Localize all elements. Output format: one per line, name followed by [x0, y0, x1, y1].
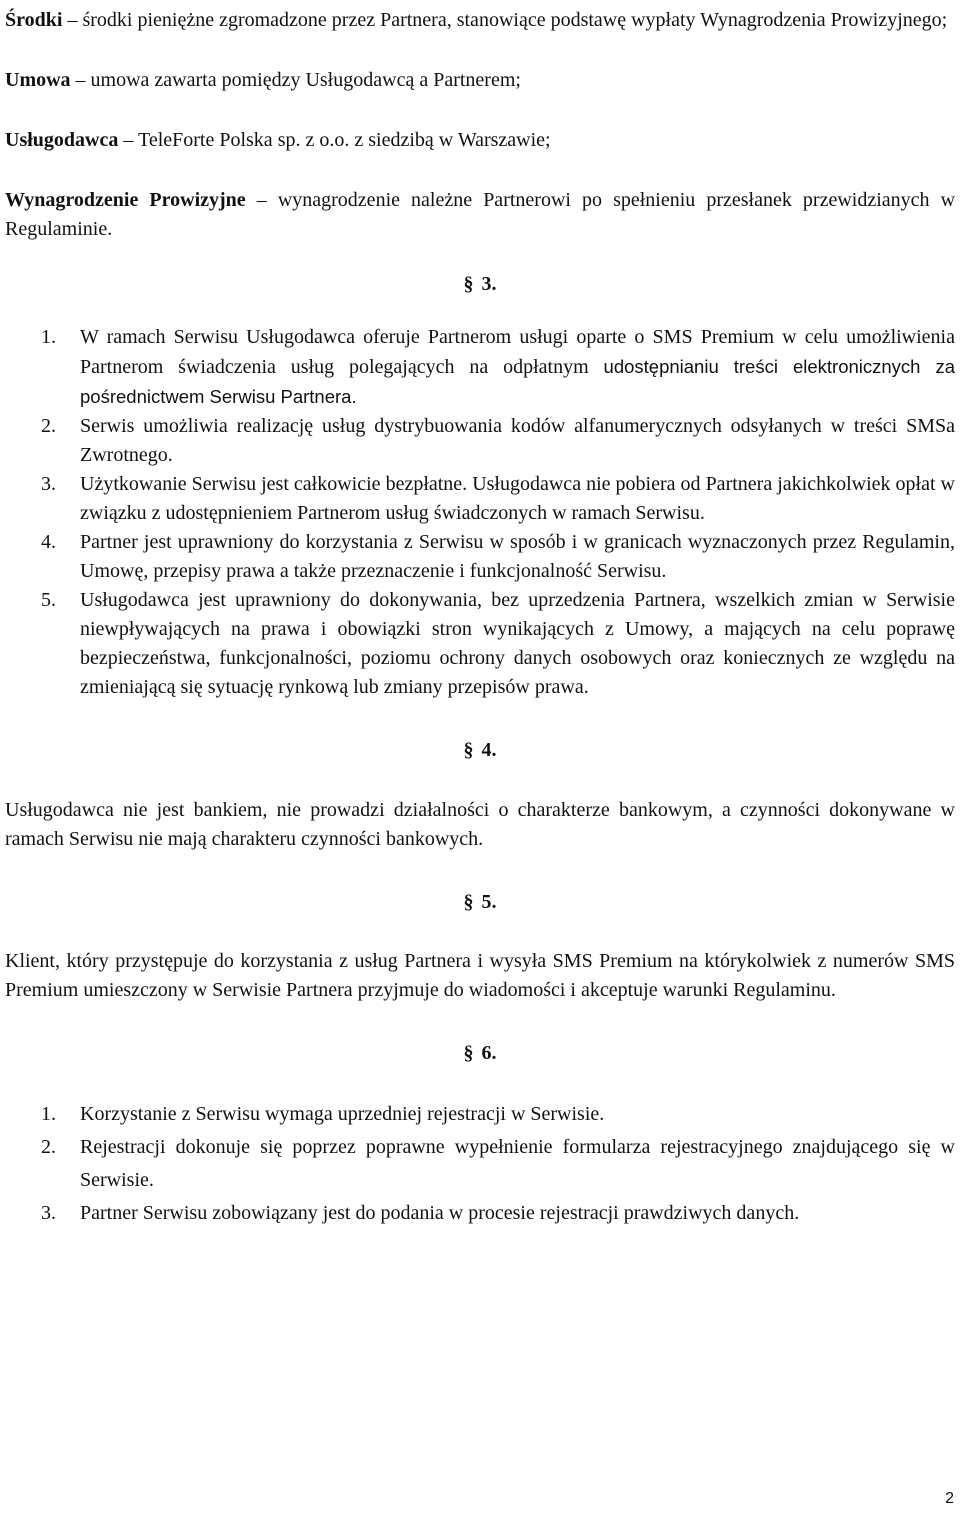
- list-item: [5, 586, 955, 702]
- section-number: 5.: [481, 891, 497, 913]
- list-item-text-sans: udostępnianiu treści elektronicznych za pośrednictwem Serwisu Partnera.: [80, 356, 956, 407]
- list-item-number: 1.: [41, 326, 56, 348]
- definition-text: TeleForte Polska sp. z o.o. z siedzibą w Warszawie;: [138, 129, 551, 151]
- section-number: 4.: [481, 739, 497, 761]
- list-item-text: Rejestracji dokonuje się poprzez poprawne wypełnienie formularza rejestracyjnego znajdującego się w Serwisie.: [80, 1136, 955, 1191]
- page-number: 2: [945, 1490, 954, 1507]
- definition-term: Wynagrodzenie Prowizyjne: [5, 189, 246, 211]
- list-item: [5, 528, 955, 586]
- definition-term: Środki: [5, 9, 63, 31]
- definition-text: środki pieniężne zgromadzone przez Partnera, stanowiące podstawę wypłaty Wynagrodzenia Prowizyjnego;: [82, 9, 948, 31]
- definition-term: Umowa: [5, 69, 71, 91]
- section-symbol: §: [463, 273, 474, 295]
- definition-dash: –: [256, 189, 267, 211]
- section-heading-5: [5, 888, 955, 917]
- section-symbol: §: [463, 891, 474, 913]
- section-number: 3.: [481, 273, 497, 295]
- section-heading-3: [5, 270, 955, 299]
- list-item-number: 1.: [41, 1103, 56, 1125]
- list-item-number: 4.: [41, 531, 56, 553]
- list-item: [5, 323, 955, 412]
- definition-dash: –: [123, 129, 134, 151]
- definition-dash: –: [67, 9, 78, 31]
- list-item: [5, 1098, 955, 1131]
- document-page: [5, 6, 955, 1230]
- section-6-list: [5, 1098, 955, 1230]
- section-3-list: [5, 323, 955, 702]
- section-heading-6: [5, 1039, 955, 1068]
- list-item-text: W ramach Serwisu Usługodawca oferuje Partnerom usługi oparte o SMS Premium w celu umożliwienia Partnerom świadczenia usług polegających na odpłatnym: [80, 326, 955, 378]
- list-item: [5, 412, 955, 470]
- list-item-number: 2.: [41, 415, 56, 437]
- definition-wynagrodzenie: [5, 186, 955, 244]
- section-symbol: §: [463, 739, 474, 761]
- list-item-text: Partner jest uprawniony do korzystania z Serwisu w sposób i w granicach wyznaczonych przez Regulamin, Umowę, przepisy prawa a także przeznaczenie i funkcjonalność Serwisu.: [80, 531, 955, 582]
- section-symbol: §: [463, 1042, 474, 1064]
- section-4-paragraph: Usługodawca nie jest bankiem, nie prowadzi działalności o charakterze bankowym, a czynności dokonywane w ramach Serwisu nie mają charakteru czynności bankowych.: [5, 799, 955, 850]
- definition-text: umowa zawarta pomiędzy Usługodawcą a Partnerem;: [90, 69, 521, 91]
- list-item: [5, 1131, 955, 1197]
- list-item: [5, 1197, 955, 1230]
- section-number: 6.: [481, 1042, 497, 1064]
- list-item-number: 5.: [41, 589, 56, 611]
- definition-term: Usługodawca: [5, 129, 119, 151]
- list-item-text: Usługodawca jest uprawniony do dokonywania, bez uprzedzenia Partnera, wszelkich zmian w Serwisie niewpływających na prawa i obowiązki stron wynikających z Umowy, a mających na celu poprawę bezpieczeństwa, funkcjonalności, poziomu ochrony danych osobowych oraz koniecznych ze względu na zmieniającą się sytuację rynkową lub zmiany przepisów prawa.: [80, 589, 955, 698]
- definition-dash: –: [75, 69, 86, 91]
- list-item-number: 3.: [41, 1202, 56, 1224]
- list-item-text: Partner Serwisu zobowiązany jest do podania w procesie rejestracji prawdziwych danych.: [80, 1202, 800, 1224]
- section-5-paragraph: Klient, który przystępuje do korzystania z usług Partnera i wysyła SMS Premium na którykolwiek z numerów SMS Premium umieszczony w Serwisie Partnera przyjmuje do wiadomości i akceptuje warunki Regulaminu.: [5, 950, 955, 1001]
- definition-srodki: [5, 6, 955, 35]
- list-item: [5, 470, 955, 528]
- definition-umowa: [5, 66, 955, 95]
- list-item-number: 3.: [41, 473, 56, 495]
- list-item-number: 2.: [41, 1136, 56, 1158]
- definition-uslugodawca: [5, 126, 955, 155]
- section-heading-4: [5, 736, 955, 765]
- list-item-text: Użytkowanie Serwisu jest całkowicie bezpłatne. Usługodawca nie pobiera od Partnera jakichkolwiek opłat w związku z udostępnieniem Partnerom usług świadczonych w ramach Serwisu.: [80, 473, 955, 524]
- list-item-text: Serwis umożliwia realizację usług dystrybuowania kodów alfanumerycznych odsyłanych w treści SMSa Zwrotnego.: [80, 415, 955, 466]
- definition-text: wynagrodzenie należne Partnerowi po spełnieniu przesłanek przewidzianych w Regulaminie.: [5, 189, 956, 240]
- list-item-text: Korzystanie z Serwisu wymaga uprzedniej rejestracji w Serwisie.: [80, 1103, 605, 1125]
